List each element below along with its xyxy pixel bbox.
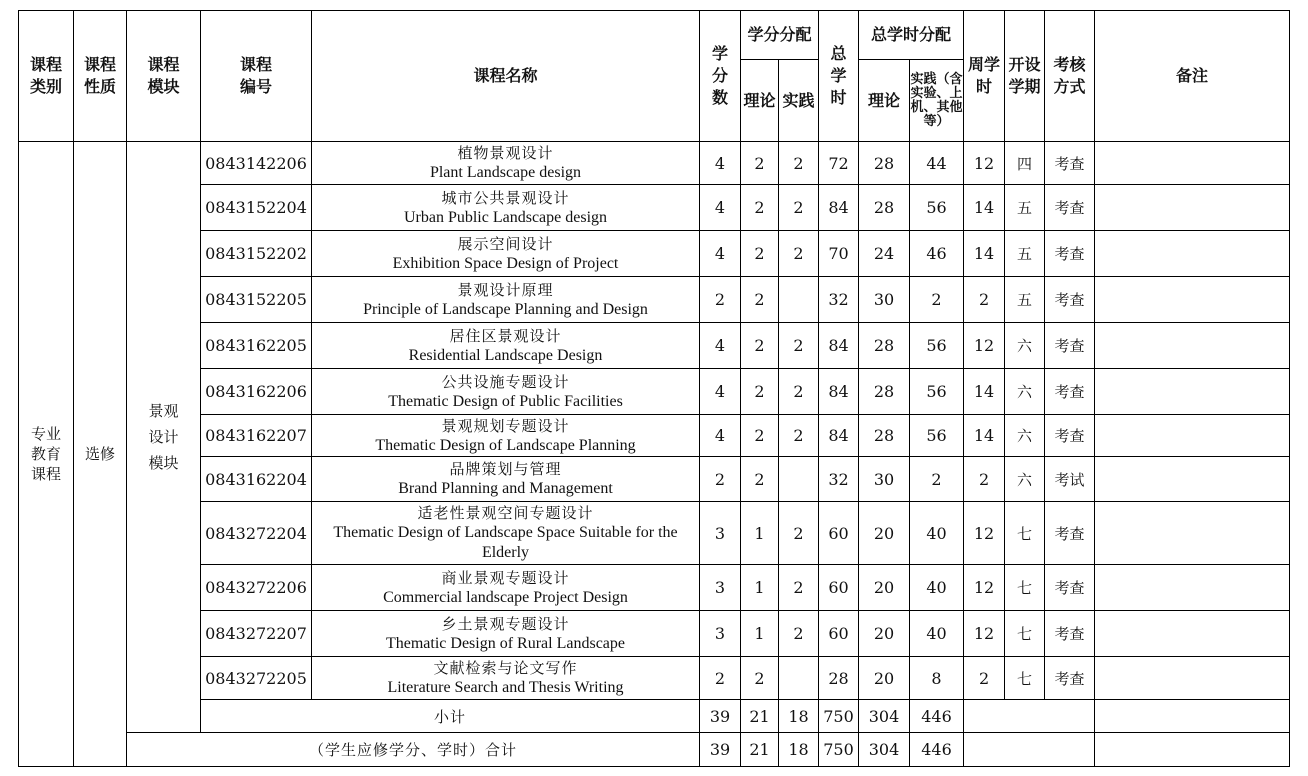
course-name (312, 277, 700, 323)
course-weekly-hours: 12 (964, 565, 1005, 611)
course-credit-practice (779, 277, 819, 323)
course-weekly-hours: 12 (964, 611, 1005, 657)
course-code: 0843152204 (201, 185, 312, 231)
course-name (312, 502, 700, 565)
course-name-zh: 居住区景观设计 (449, 326, 562, 345)
course-hours-theory: 24 (859, 231, 910, 277)
group-category-label: 专业教育课程 (30, 425, 61, 483)
course-hours-theory: 30 (859, 277, 910, 323)
course-name-zh: 景观规划专题设计 (441, 416, 570, 435)
course-credit-theory: 2 (741, 657, 779, 700)
course-name-en: Thematic Design of Landscape Planning (375, 436, 636, 454)
course-credit-theory: 1 (741, 565, 779, 611)
header-credits: 学分数 (700, 11, 741, 142)
course-remarks (1095, 565, 1290, 611)
course-credit-theory: 2 (741, 142, 779, 185)
course-credit-practice: 2 (779, 185, 819, 231)
header-code: 课程编号 (201, 11, 312, 142)
subtotal-c-practice: 18 (779, 700, 819, 733)
course-hours-theory: 28 (859, 369, 910, 415)
course-name (312, 415, 700, 457)
course-total-hours: 72 (819, 142, 859, 185)
course-total-hours: 32 (819, 277, 859, 323)
course-hours-practice: 44 (910, 142, 964, 185)
course-remarks (1095, 323, 1290, 369)
course-credit-practice: 2 (779, 415, 819, 457)
course-code: 0843162204 (201, 457, 312, 502)
course-total-hours: 84 (819, 415, 859, 457)
header-weekly: 周学时 (964, 11, 1005, 142)
course-remarks (1095, 369, 1290, 415)
course-credits: 4 (700, 231, 741, 277)
total-blank (964, 733, 1095, 767)
course-hours-practice: 56 (910, 369, 964, 415)
course-name-en: Exhibition Space Design of Project (392, 254, 619, 272)
course-credits: 3 (700, 502, 741, 565)
course-assessment: 考查 (1045, 657, 1095, 700)
course-assessment: 考查 (1045, 369, 1095, 415)
curriculum-table (18, 10, 1290, 767)
total-row (19, 733, 1290, 767)
course-weekly-hours: 2 (964, 277, 1005, 323)
course-code: 0843272204 (201, 502, 312, 565)
course-name (312, 565, 700, 611)
course-name (312, 142, 700, 185)
course-weekly-hours: 14 (964, 231, 1005, 277)
header-assessment: 考核方式 (1045, 11, 1095, 142)
course-name (312, 185, 700, 231)
table-row (19, 657, 1290, 700)
course-assessment: 考查 (1045, 502, 1095, 565)
course-credit-practice: 2 (779, 369, 819, 415)
course-credit-theory: 2 (741, 323, 779, 369)
course-credit-theory: 2 (741, 415, 779, 457)
course-name-zh: 公共设施专题设计 (441, 372, 570, 391)
course-name-zh: 景观设计原理 (457, 280, 554, 299)
course-hours-practice: 8 (910, 657, 964, 700)
course-credits: 2 (700, 277, 741, 323)
course-weekly-hours: 12 (964, 323, 1005, 369)
course-total-hours: 60 (819, 611, 859, 657)
course-name-en: Plant Landscape design (429, 164, 582, 181)
course-code: 0843272205 (201, 657, 312, 700)
table-row (19, 323, 1290, 369)
header-credit-theory: 理论 (741, 60, 779, 142)
course-weekly-hours: 2 (964, 657, 1005, 700)
header-term: 开设学期 (1005, 11, 1045, 142)
course-term: 七 (1005, 565, 1045, 611)
group-module (127, 142, 201, 733)
header-category: 课程类别 (19, 11, 74, 142)
course-hours-practice: 46 (910, 231, 964, 277)
course-hours-practice: 2 (910, 457, 964, 502)
subtotal-h-practice: 446 (910, 700, 964, 733)
header-credit-practice: 实践 (779, 60, 819, 142)
header-module: 课程模块 (127, 11, 201, 142)
course-code: 0843272207 (201, 611, 312, 657)
course-assessment: 考查 (1045, 142, 1095, 185)
course-total-hours: 84 (819, 369, 859, 415)
subtotal-h-theory: 304 (859, 700, 910, 733)
course-code: 0843162206 (201, 369, 312, 415)
course-hours-theory: 28 (859, 185, 910, 231)
course-hours-theory: 28 (859, 323, 910, 369)
total-h-practice: 446 (910, 733, 964, 767)
course-assessment: 考查 (1045, 323, 1095, 369)
course-hours-theory: 20 (859, 611, 910, 657)
group-category (19, 142, 74, 767)
course-credits: 4 (700, 185, 741, 231)
table-row (19, 185, 1290, 231)
subtotal-c-theory: 21 (741, 700, 779, 733)
course-credit-practice (779, 657, 819, 700)
total-h-theory: 304 (859, 733, 910, 767)
course-remarks (1095, 231, 1290, 277)
course-term: 七 (1005, 502, 1045, 565)
course-credit-practice: 2 (779, 565, 819, 611)
course-remarks (1095, 185, 1290, 231)
course-code: 0843272206 (201, 565, 312, 611)
course-hours-practice: 56 (910, 323, 964, 369)
group-nature: 选修 (74, 142, 127, 767)
course-hours-theory: 28 (859, 415, 910, 457)
course-assessment: 考查 (1045, 415, 1095, 457)
course-term: 五 (1005, 277, 1045, 323)
course-credits: 2 (700, 657, 741, 700)
course-total-hours: 32 (819, 457, 859, 502)
course-remarks (1095, 277, 1290, 323)
course-remarks (1095, 142, 1290, 185)
course-name (312, 323, 700, 369)
table-row (19, 231, 1290, 277)
course-name-en: Thematic Design of Public Facilities (388, 392, 623, 410)
course-hours-practice: 56 (910, 185, 964, 231)
header-remarks: 备注 (1095, 11, 1290, 142)
subtotal-blank (964, 700, 1095, 733)
course-credit-practice: 2 (779, 611, 819, 657)
table-row (19, 502, 1290, 565)
course-name-zh: 文献检索与论文写作 (433, 659, 578, 677)
table-row (19, 369, 1290, 415)
course-term: 七 (1005, 611, 1045, 657)
course-assessment: 考查 (1045, 565, 1095, 611)
course-credits: 4 (700, 323, 741, 369)
course-term: 六 (1005, 323, 1045, 369)
table-row (19, 142, 1290, 185)
course-assessment: 考查 (1045, 611, 1095, 657)
course-weekly-hours: 14 (964, 185, 1005, 231)
course-remarks (1095, 415, 1290, 457)
course-hours-practice: 2 (910, 277, 964, 323)
course-name-en: Residential Landscape Design (408, 346, 603, 364)
course-total-hours: 84 (819, 323, 859, 369)
course-hours-theory: 20 (859, 565, 910, 611)
course-credit-theory: 2 (741, 277, 779, 323)
course-credit-theory: 2 (741, 369, 779, 415)
course-hours-practice: 40 (910, 502, 964, 565)
course-credits: 4 (700, 369, 741, 415)
course-hours-practice: 56 (910, 415, 964, 457)
subtotal-remarks (1095, 700, 1290, 733)
course-term: 五 (1005, 185, 1045, 231)
header-credit-split: 学分分配 (741, 11, 819, 60)
table-row (19, 415, 1290, 457)
total-credits: 39 (700, 733, 741, 767)
course-credit-theory: 1 (741, 502, 779, 565)
course-weekly-hours: 12 (964, 502, 1005, 565)
course-credit-theory: 1 (741, 611, 779, 657)
course-credit-theory: 2 (741, 457, 779, 502)
course-name-en: Thematic Design of Rural Landscape (385, 634, 626, 652)
course-hours-theory: 30 (859, 457, 910, 502)
course-name (312, 457, 700, 502)
subtotal-credits: 39 (700, 700, 741, 733)
course-assessment: 考查 (1045, 185, 1095, 231)
group-module-label: 景观设计模块 (148, 402, 179, 472)
total-c-theory: 21 (741, 733, 779, 767)
course-name (312, 369, 700, 415)
course-weekly-hours: 2 (964, 457, 1005, 502)
course-total-hours: 60 (819, 565, 859, 611)
course-credit-practice: 2 (779, 142, 819, 185)
course-credits: 4 (700, 142, 741, 185)
header-nature: 课程性质 (74, 11, 127, 142)
course-hours-theory: 28 (859, 142, 910, 185)
course-hours-practice: 40 (910, 565, 964, 611)
course-name-zh: 适老性景观空间专题设计 (417, 504, 594, 522)
course-remarks (1095, 657, 1290, 700)
course-total-hours: 60 (819, 502, 859, 565)
course-name-en: Literature Search and Thesis Writing (387, 679, 624, 696)
course-code: 0843152205 (201, 277, 312, 323)
course-name-zh: 城市公共景观设计 (441, 188, 570, 207)
course-hours-practice: 40 (910, 611, 964, 657)
course-term: 七 (1005, 657, 1045, 700)
course-term: 五 (1005, 231, 1045, 277)
course-credit-theory: 2 (741, 185, 779, 231)
course-total-hours: 28 (819, 657, 859, 700)
header-total-hours: 总学时 (819, 11, 859, 142)
course-name (312, 657, 700, 700)
course-name-zh: 品牌策划与管理 (449, 460, 562, 478)
course-remarks (1095, 611, 1290, 657)
course-term: 四 (1005, 142, 1045, 185)
course-weekly-hours: 14 (964, 369, 1005, 415)
table-row (19, 457, 1290, 502)
course-remarks (1095, 502, 1290, 565)
course-code: 0843142206 (201, 142, 312, 185)
course-assessment: 考查 (1045, 231, 1095, 277)
course-name (312, 231, 700, 277)
course-name-zh: 商业景观专题设计 (441, 568, 570, 587)
subtotal-label: 小计 (201, 700, 700, 733)
total-hours: 750 (819, 733, 859, 767)
course-code: 0843152202 (201, 231, 312, 277)
course-credit-theory: 2 (741, 231, 779, 277)
course-code: 0843162205 (201, 323, 312, 369)
subtotal-hours: 750 (819, 700, 859, 733)
course-name-en: Brand Planning and Management (398, 480, 613, 497)
subtotal-row (19, 700, 1290, 733)
table-row (19, 565, 1290, 611)
course-name-zh: 乡土景观专题设计 (441, 614, 570, 633)
course-credits: 3 (700, 611, 741, 657)
table-row (19, 611, 1290, 657)
course-credit-practice: 2 (779, 231, 819, 277)
header-name: 课程名称 (312, 11, 700, 142)
header-hours-theory: 理论 (859, 60, 910, 142)
course-name-en: Principle of Landscape Planning and Design (363, 300, 648, 318)
course-code: 0843162207 (201, 415, 312, 457)
course-name-en: Thematic Design of Landscape Space Suitable for the Elderly (333, 524, 678, 561)
header-hours-split: 总学时分配 (859, 11, 964, 60)
course-term: 六 (1005, 415, 1045, 457)
course-hours-theory: 20 (859, 657, 910, 700)
course-credits: 4 (700, 415, 741, 457)
course-name (312, 611, 700, 657)
total-remarks (1095, 733, 1290, 767)
course-credit-practice (779, 457, 819, 502)
course-name-zh: 展示空间设计 (457, 234, 554, 253)
table-row (19, 277, 1290, 323)
total-c-practice: 18 (779, 733, 819, 767)
course-total-hours: 84 (819, 185, 859, 231)
course-credit-practice: 2 (779, 502, 819, 565)
course-name-en: Commercial landscape Project Design (383, 588, 628, 606)
course-total-hours: 70 (819, 231, 859, 277)
course-name-zh: 植物景观设计 (457, 144, 554, 162)
course-assessment: 考试 (1045, 457, 1095, 502)
course-credit-practice: 2 (779, 323, 819, 369)
course-assessment: 考查 (1045, 277, 1095, 323)
total-label: （学生应修学分、学时）合计 (127, 733, 700, 767)
course-term: 六 (1005, 369, 1045, 415)
course-credits: 2 (700, 457, 741, 502)
course-weekly-hours: 12 (964, 142, 1005, 185)
course-weekly-hours: 14 (964, 415, 1005, 457)
course-name-en: Urban Public Landscape design (403, 208, 608, 226)
course-hours-theory: 20 (859, 502, 910, 565)
course-term: 六 (1005, 457, 1045, 502)
course-credits: 3 (700, 565, 741, 611)
course-remarks (1095, 457, 1290, 502)
header-hours-practice: 实践（含实验、上机、其他等） (910, 60, 964, 142)
